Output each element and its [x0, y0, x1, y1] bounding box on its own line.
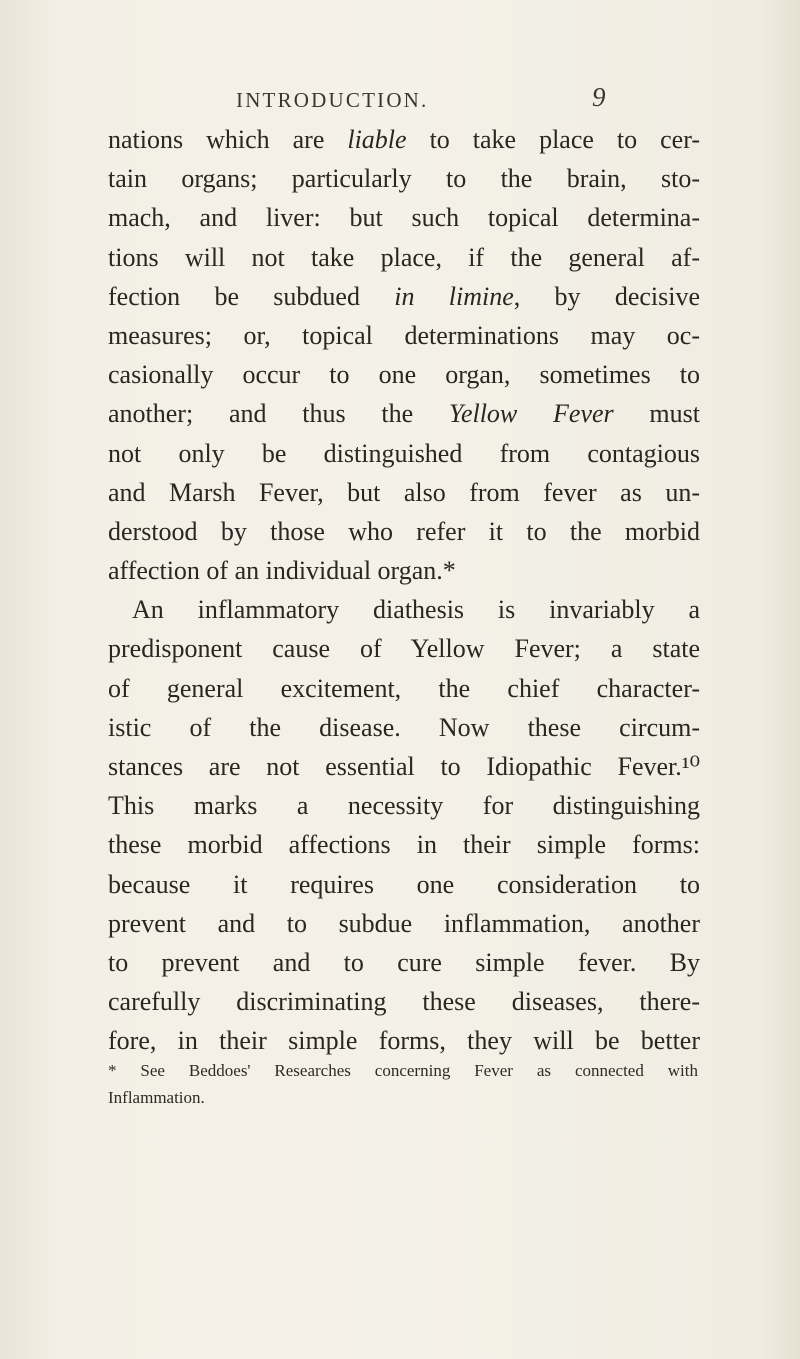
text-line [108, 355, 700, 394]
text-run: tain organs; particularly to the brain, sto- [108, 164, 700, 194]
italic-phrase: in limine [394, 281, 514, 311]
text-line [108, 1021, 700, 1060]
text-run: and Marsh Fever, but also from fever as un- [108, 477, 700, 507]
text-line [108, 159, 700, 198]
text-run: fore, in their simple forms, they will be better [108, 1026, 700, 1056]
text-run: of general excitement, the chief character- [108, 673, 700, 703]
text-run: another; and thus the [108, 399, 449, 429]
text-run: tions will not take place, if the general af- [108, 242, 700, 272]
text-line [108, 473, 700, 512]
italic-phrase: Yellow Fever [448, 399, 614, 429]
text-line [108, 982, 700, 1021]
text-line [108, 238, 700, 277]
text-run: not only be distinguished from contagious [108, 438, 700, 468]
text-run: these morbid affections in their simple forms: [108, 830, 700, 860]
text-run: measures; or, topical determinations may oc- [108, 320, 700, 350]
text-line [108, 277, 700, 316]
page-number: 9 [592, 82, 606, 112]
text-line [108, 904, 700, 943]
text-line [108, 708, 700, 747]
footnote-line: * See Beddoes' Researches concerning Fever as connected with [108, 1061, 698, 1080]
text-run: to take place to cer- [406, 125, 700, 154]
text-run: istic of the disease. Now these circum- [108, 712, 700, 742]
text-line [108, 943, 700, 982]
text-line [108, 865, 700, 904]
text-line [108, 198, 700, 237]
text-run: predisponent cause of Yellow Fever; a state [108, 634, 700, 664]
text-run: derstood by those who refer it to the morbid [108, 516, 700, 546]
text-line [108, 747, 700, 786]
text-run: , by decisive [513, 281, 701, 311]
text-line [108, 120, 700, 159]
text-run: mach, and liver: but such topical determina- [108, 203, 700, 233]
text-line [108, 786, 700, 825]
text-line [108, 590, 700, 629]
text-run: to prevent and to cure simple fever. By [108, 947, 700, 977]
text-run: prevent and to subdue inflammation, another [108, 908, 700, 938]
body-text [108, 120, 700, 1061]
text-line [108, 512, 700, 551]
text-run: carefully discriminating these diseases, there- [108, 987, 700, 1017]
italic-phrase: liable [347, 125, 407, 154]
text-run: This marks a necessity for distinguishing [108, 791, 700, 821]
text-run: An inflammatory diathesis is invariably a [132, 595, 700, 625]
text-line [108, 551, 700, 590]
text-run: stances are not essential to Idiopathic Fever.¹⁰ [108, 752, 700, 781]
running-head: INTRODUCTION. [236, 88, 429, 112]
text-run: affection of an individual organ.* [108, 556, 456, 586]
text-line [108, 434, 700, 473]
text-run: nations which are [108, 125, 348, 154]
footnote-line: Inflammation. [108, 1088, 205, 1107]
text-run: casionally occur to one organ, sometimes to [108, 360, 700, 390]
text-run: because it requires one consideration to [108, 869, 700, 899]
text-run: must [613, 399, 700, 429]
footnote [108, 1057, 698, 1111]
text-line [108, 629, 700, 668]
text-line [108, 825, 700, 864]
text-run: fection be subdued [108, 281, 395, 311]
text-line [108, 316, 700, 355]
text-line [108, 394, 700, 433]
text-line [108, 669, 700, 708]
